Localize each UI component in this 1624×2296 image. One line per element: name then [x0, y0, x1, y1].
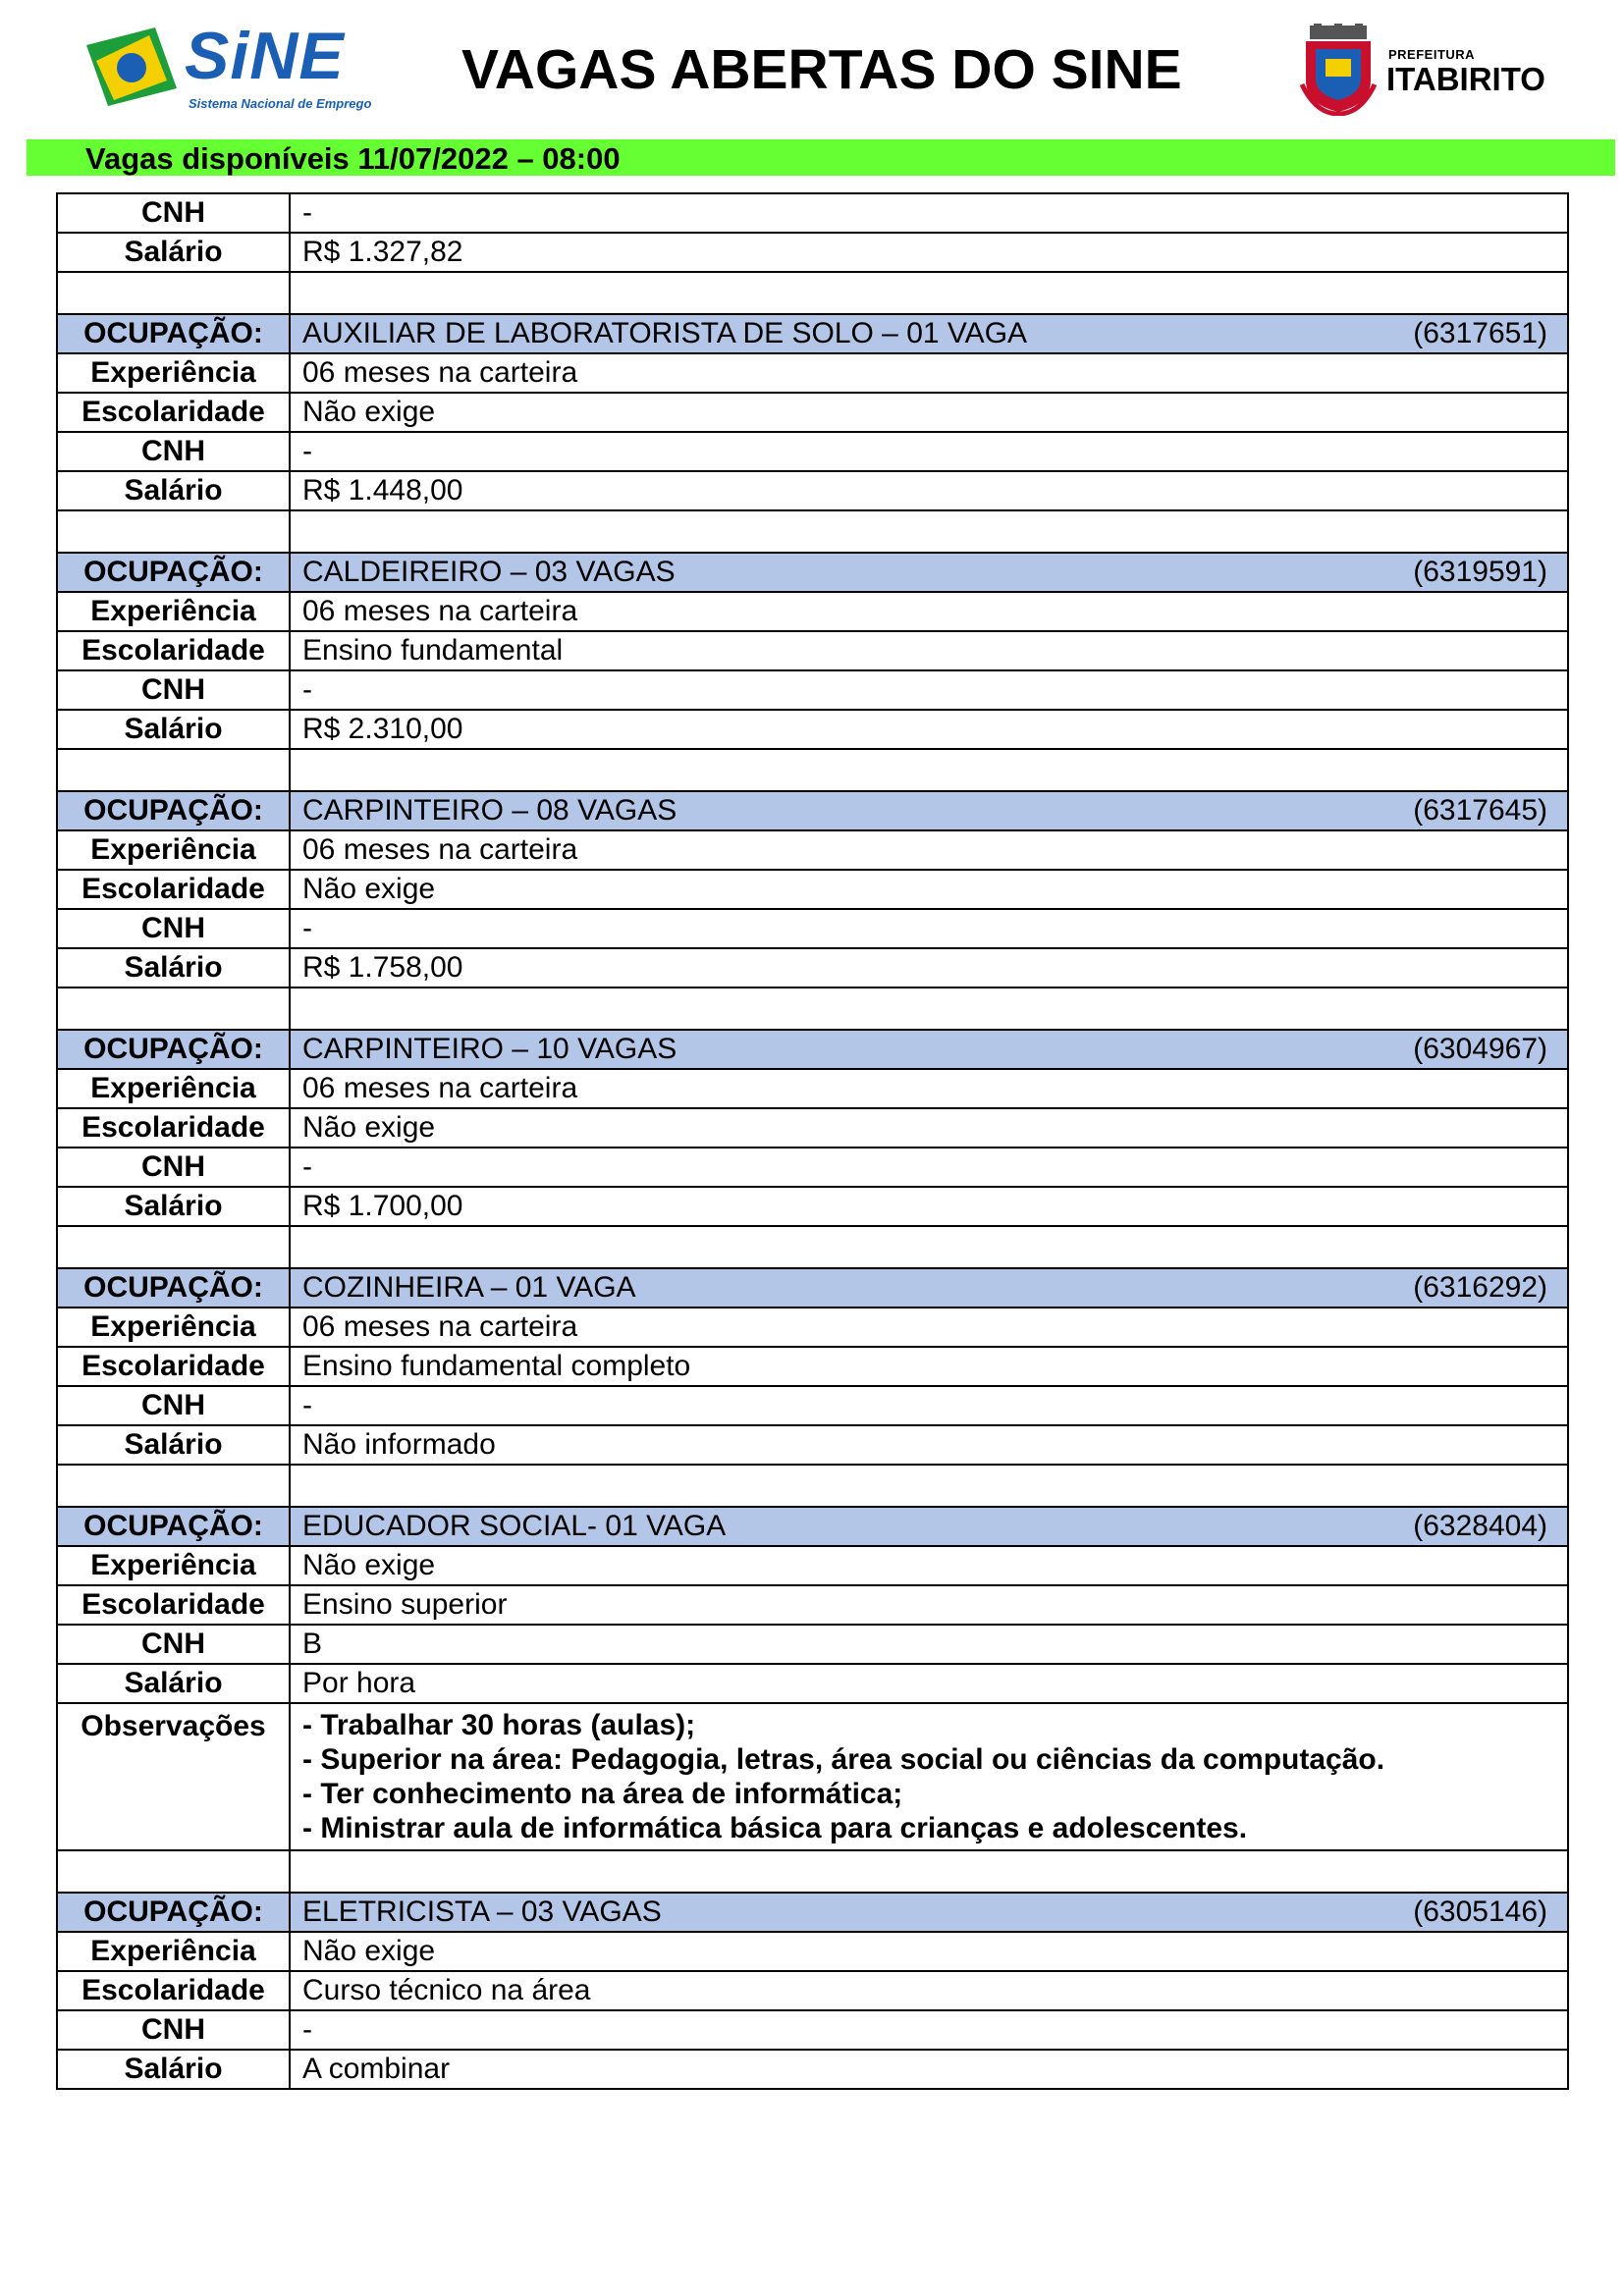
escolaridade-label: Escolaridade	[57, 870, 290, 909]
jobs-table-container	[56, 192, 1567, 2090]
escolaridade-value: Não exige	[290, 1108, 1568, 1148]
escolaridade-value: Não exige	[290, 393, 1568, 432]
table-row	[57, 830, 1568, 870]
escolaridade-value: Não exige	[290, 870, 1568, 909]
observacoes-row	[57, 1703, 1568, 1850]
experiencia-value: 06 meses na carteira	[290, 1069, 1568, 1108]
cnh-value: -	[290, 1148, 1568, 1187]
escolaridade-value: Curso técnico na área	[290, 1971, 1568, 2010]
date-banner	[27, 139, 1615, 176]
ocupacao-label: OCUPAÇÃO:	[57, 553, 290, 592]
table-row	[57, 1148, 1568, 1187]
salario-label: Salário	[57, 948, 290, 988]
experiencia-label: Experiência	[57, 1308, 290, 1347]
experiencia-value: Não exige	[290, 1932, 1568, 1971]
salario-label: Salário	[57, 471, 290, 510]
table-row	[57, 948, 1568, 988]
occupation-code: (6316292)	[1413, 1271, 1547, 1304]
cnh-label: CNH	[57, 2010, 290, 2050]
experiencia-value: 06 meses na carteira	[290, 830, 1568, 870]
table-row	[57, 710, 1568, 749]
salario-value: R$ 1.758,00	[290, 948, 1568, 988]
page-title: VAGAS ABERTAS DO SINE	[461, 38, 1182, 101]
escolaridade-label: Escolaridade	[57, 1971, 290, 2010]
salario-label: Salário	[57, 233, 290, 272]
occupation-row	[57, 314, 1568, 353]
spacer-row	[57, 988, 1568, 1030]
cnh-value: -	[290, 2010, 1568, 2050]
salario-value: Não informado	[290, 1425, 1568, 1465]
table-row	[57, 2050, 1568, 2089]
occupation-code: (6328404)	[1413, 1510, 1547, 1542]
table-row	[57, 1546, 1568, 1585]
escolaridade-label: Escolaridade	[57, 1108, 290, 1148]
escolaridade-value: Ensino superior	[290, 1585, 1568, 1625]
spacer-row	[57, 1465, 1568, 1507]
occupation-code: (6304967)	[1413, 1033, 1547, 1065]
salario-value: R$ 1.327,82	[290, 233, 1568, 272]
table-row	[57, 1347, 1568, 1386]
spacer-cell	[290, 510, 1568, 553]
spacer-cell	[290, 1850, 1568, 1893]
occupation-row	[57, 1507, 1568, 1546]
spacer-row	[57, 272, 1568, 314]
experiencia-label: Experiência	[57, 830, 290, 870]
experiencia-value: 06 meses na carteira	[290, 592, 1568, 631]
experiencia-label: Experiência	[57, 353, 290, 393]
spacer-row	[57, 1850, 1568, 1893]
experiencia-value: 06 meses na carteira	[290, 353, 1568, 393]
cnh-label: CNH	[57, 909, 290, 948]
table-row	[57, 909, 1568, 948]
occupation-code: (6305146)	[1413, 1896, 1547, 1928]
spacer-cell	[57, 510, 290, 553]
spacer-cell	[290, 272, 1568, 314]
ocupacao-label: OCUPAÇÃO:	[57, 791, 290, 830]
ocupacao-label: OCUPAÇÃO:	[57, 1268, 290, 1308]
observacao-line: - Superior na área: Pedagogia, letras, área social ou ciências da computação.	[302, 1743, 1385, 1776]
experiencia-value: Não exige	[290, 1546, 1568, 1585]
occupation-value	[290, 791, 1568, 830]
table-row	[57, 592, 1568, 631]
occupation-code: (6317645)	[1413, 794, 1547, 827]
occupation-value	[290, 1030, 1568, 1069]
escolaridade-value: Ensino fundamental completo	[290, 1347, 1568, 1386]
spacer-row	[57, 749, 1568, 791]
prefeitura-label: PREFEITURA	[1388, 47, 1476, 62]
brazil-flag-icon	[86, 27, 177, 106]
spacer-cell	[57, 1465, 290, 1507]
cnh-value: B	[290, 1625, 1568, 1664]
cnh-value: -	[290, 1386, 1568, 1425]
cnh-value: -	[290, 432, 1568, 471]
occupation-row	[57, 1268, 1568, 1308]
prefeitura-logo	[1296, 24, 1545, 116]
table-row	[57, 1932, 1568, 1971]
occupation-value	[290, 1893, 1568, 1932]
observacoes-value	[290, 1703, 1568, 1850]
sine-tagline: Sistema Nacional de Emprego	[189, 96, 372, 111]
sine-logo	[86, 19, 372, 114]
table-row	[57, 193, 1568, 233]
salario-label: Salário	[57, 2050, 290, 2089]
spacer-cell	[290, 988, 1568, 1030]
table-row	[57, 1308, 1568, 1347]
salario-label: Salário	[57, 710, 290, 749]
experiencia-label: Experiência	[57, 592, 290, 631]
occupation-row	[57, 791, 1568, 830]
occupation-title: COZINHEIRA – 01 VAGA	[302, 1271, 636, 1304]
table-row	[57, 1625, 1568, 1664]
salario-label: Salário	[57, 1664, 290, 1703]
table-row	[57, 870, 1568, 909]
salario-label: Salário	[57, 1187, 290, 1226]
ocupacao-label: OCUPAÇÃO:	[57, 1507, 290, 1546]
page-header	[0, 0, 1624, 137]
experiencia-value: 06 meses na carteira	[290, 1308, 1568, 1347]
sine-logo-text: SiNE	[185, 19, 345, 93]
spacer-cell	[57, 988, 290, 1030]
occupation-value	[290, 1507, 1568, 1546]
occupation-title: CARPINTEIRO – 08 VAGAS	[302, 794, 677, 827]
spacer-cell	[290, 749, 1568, 791]
occupation-code: (6319591)	[1413, 556, 1547, 588]
occupation-value	[290, 1268, 1568, 1308]
city-name: ITABIRITO	[1386, 61, 1545, 97]
cnh-label: CNH	[57, 1148, 290, 1187]
spacer-cell	[57, 749, 290, 791]
date-banner-text: Vagas disponíveis 11/07/2022 – 08:00	[85, 141, 621, 176]
escolaridade-label: Escolaridade	[57, 1347, 290, 1386]
spacer-cell	[290, 1226, 1568, 1268]
cnh-value: -	[290, 670, 1568, 710]
table-row	[57, 432, 1568, 471]
ocupacao-label: OCUPAÇÃO:	[57, 314, 290, 353]
table-row	[57, 2010, 1568, 2050]
cnh-value: -	[290, 909, 1568, 948]
escolaridade-label: Escolaridade	[57, 393, 290, 432]
salario-value: R$ 1.448,00	[290, 471, 1568, 510]
ocupacao-label: OCUPAÇÃO:	[57, 1030, 290, 1069]
occupation-title: ELETRICISTA – 03 VAGAS	[302, 1896, 662, 1928]
spacer-row	[57, 510, 1568, 553]
occupation-title: CALDEIREIRO – 03 VAGAS	[302, 556, 676, 588]
occupation-row	[57, 1893, 1568, 1932]
cnh-label: CNH	[57, 1386, 290, 1425]
cnh-label: CNH	[57, 670, 290, 710]
salario-value: R$ 2.310,00	[290, 710, 1568, 749]
table-row	[57, 1585, 1568, 1625]
escolaridade-value: Ensino fundamental	[290, 631, 1568, 670]
cnh-value: -	[290, 193, 1568, 233]
table-row	[57, 353, 1568, 393]
spacer-cell	[57, 272, 290, 314]
spacer-cell	[290, 1465, 1568, 1507]
occupation-code: (6317651)	[1413, 317, 1547, 349]
table-row	[57, 1386, 1568, 1425]
table-row	[57, 1187, 1568, 1226]
coat-of-arms-icon	[1296, 24, 1380, 116]
experiencia-label: Experiência	[57, 1932, 290, 1971]
table-row	[57, 1971, 1568, 2010]
occupation-title: AUXILIAR DE LABORATORISTA DE SOLO – 01 VAGA	[302, 317, 1028, 349]
observacao-line: - Ministrar aula de informática básica para crianças e adolescentes.	[302, 1812, 1248, 1844]
cnh-label: CNH	[57, 193, 290, 233]
occupation-value	[290, 314, 1568, 353]
occupation-title: EDUCADOR SOCIAL- 01 VAGA	[302, 1510, 727, 1542]
salario-value: A combinar	[290, 2050, 1568, 2089]
table-row	[57, 233, 1568, 272]
occupation-title: CARPINTEIRO – 10 VAGAS	[302, 1033, 677, 1065]
table-row	[57, 1664, 1568, 1703]
salario-value: R$ 1.700,00	[290, 1187, 1568, 1226]
salario-value: Por hora	[290, 1664, 1568, 1703]
table-row	[57, 670, 1568, 710]
occupation-row	[57, 1030, 1568, 1069]
occupation-row	[57, 553, 1568, 592]
observacao-line: - Ter conhecimento na área de informática;	[302, 1778, 903, 1810]
ocupacao-label: OCUPAÇÃO:	[57, 1893, 290, 1932]
spacer-cell	[57, 1226, 290, 1268]
cnh-label: CNH	[57, 432, 290, 471]
occupation-value	[290, 553, 1568, 592]
table-row	[57, 393, 1568, 432]
table-row	[57, 1108, 1568, 1148]
escolaridade-label: Escolaridade	[57, 1585, 290, 1625]
experiencia-label: Experiência	[57, 1069, 290, 1108]
spacer-row	[57, 1226, 1568, 1268]
observacao-line: - Trabalhar 30 horas (aulas);	[302, 1709, 696, 1741]
cnh-label: CNH	[57, 1625, 290, 1664]
table-row	[57, 1069, 1568, 1108]
jobs-table	[56, 192, 1569, 2090]
observacoes-label: Observações	[57, 1703, 290, 1850]
spacer-cell	[57, 1850, 290, 1893]
escolaridade-label: Escolaridade	[57, 631, 290, 670]
table-row	[57, 471, 1568, 510]
salario-label: Salário	[57, 1425, 290, 1465]
experiencia-label: Experiência	[57, 1546, 290, 1585]
table-row	[57, 631, 1568, 670]
table-row	[57, 1425, 1568, 1465]
